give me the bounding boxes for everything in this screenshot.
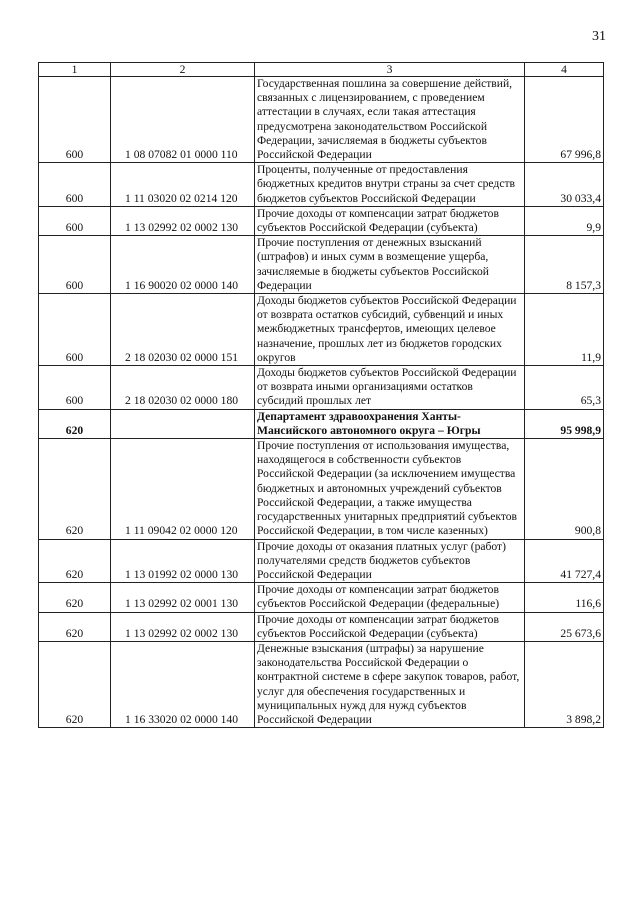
revenue-name-cell: Проценты, полученные от предоставления бюджетных кредитов внутри страны за счет средств бюджетов субъектов Российской Федерации — [255, 163, 525, 207]
table-row — [39, 641, 604, 727]
table-row — [39, 409, 604, 438]
revenue-name-cell: Прочие доходы от компенсации затрат бюджетов субъектов Российской Федерации (субъекта) — [255, 206, 525, 235]
amount-cell: 65,3 — [525, 366, 604, 410]
header-col-4: 4 — [525, 63, 604, 77]
revenue-table — [38, 62, 604, 728]
revenue-name-cell: Прочие доходы от компенсации затрат бюджетов субъектов Российской Федерации (федеральные) — [255, 583, 525, 612]
amount-cell: 95 998,9 — [525, 409, 604, 438]
table-row — [39, 77, 604, 163]
table-row — [39, 583, 604, 612]
table-row — [39, 163, 604, 207]
table-row — [39, 236, 604, 294]
budget-code-cell: 1 11 03020 02 0214 120 — [111, 163, 255, 207]
table-header-row — [39, 63, 604, 77]
budget-code-cell: 1 13 01992 02 0000 130 — [111, 539, 255, 583]
amount-cell: 3 898,2 — [525, 641, 604, 727]
revenue-name-cell: Государственная пошлина за совершение действий, связанных с лицензированием, с проведением аттестации в случаях, если такая аттестация предусмотрена законодательством Российской Федерации, зачисляемая в бюджеты субъектов Российской Федерации — [255, 77, 525, 163]
admin-code-cell: 620 — [39, 612, 111, 641]
table-row — [39, 206, 604, 235]
amount-cell: 8 157,3 — [525, 236, 604, 294]
admin-code-cell: 600 — [39, 236, 111, 294]
admin-code-cell: 600 — [39, 77, 111, 163]
amount-cell: 900,8 — [525, 439, 604, 539]
revenue-name-cell: Департамент здравоохранения Ханты-Мансийского автономного округа – Югры — [255, 409, 525, 438]
admin-code-cell: 600 — [39, 206, 111, 235]
amount-cell: 30 033,4 — [525, 163, 604, 207]
admin-code-cell: 620 — [39, 583, 111, 612]
budget-code-cell: 2 18 02030 02 0000 151 — [111, 294, 255, 366]
budget-code-cell: 1 13 02992 02 0001 130 — [111, 583, 255, 612]
header-col-3: 3 — [255, 63, 525, 77]
admin-code-cell: 620 — [39, 409, 111, 438]
admin-code-cell: 600 — [39, 366, 111, 410]
admin-code-cell: 600 — [39, 163, 111, 207]
header-col-2: 2 — [111, 63, 255, 77]
table-row — [39, 366, 604, 410]
amount-cell: 41 727,4 — [525, 539, 604, 583]
revenue-name-cell: Доходы бюджетов субъектов Российской Федерации от возврата остатков субсидий, субвенций и иных межбюджетных трансфертов, имеющих целевое назначение, прошлых лет из бюджетов городских округов — [255, 294, 525, 366]
admin-code-cell: 620 — [39, 539, 111, 583]
table-row — [39, 294, 604, 366]
header-col-1: 1 — [39, 63, 111, 77]
revenue-name-cell: Доходы бюджетов субъектов Российской Федерации от возврата иными организациями остатков субсидий прошлых лет — [255, 366, 525, 410]
admin-code-cell: 600 — [39, 294, 111, 366]
revenue-name-cell: Прочие доходы от компенсации затрат бюджетов субъектов Российской Федерации (субъекта) — [255, 612, 525, 641]
revenue-name-cell: Денежные взыскания (штрафы) за нарушение законодательства Российской Федерации о контрактной системе в сфере закупок товаров, работ, услуг для обеспечения государственных и муниципальных нужд для нужд субъектов Российской Федерации — [255, 641, 525, 727]
table-row — [39, 439, 604, 539]
budget-code-cell: 1 16 90020 02 0000 140 — [111, 236, 255, 294]
amount-cell: 67 996,8 — [525, 77, 604, 163]
budget-code-cell — [111, 409, 255, 438]
budget-code-cell: 1 16 33020 02 0000 140 — [111, 641, 255, 727]
table-row — [39, 612, 604, 641]
amount-cell: 11,9 — [525, 294, 604, 366]
amount-cell: 25 673,6 — [525, 612, 604, 641]
amount-cell: 9,9 — [525, 206, 604, 235]
page-number: 31 — [592, 29, 606, 44]
table-row — [39, 539, 604, 583]
amount-cell: 116,6 — [525, 583, 604, 612]
admin-code-cell: 620 — [39, 439, 111, 539]
budget-code-cell: 1 13 02992 02 0002 130 — [111, 612, 255, 641]
revenue-name-cell: Прочие доходы от оказания платных услуг (работ) получателями средств бюджетов субъектов Российской Федерации — [255, 539, 525, 583]
budget-code-cell: 1 13 02992 02 0002 130 — [111, 206, 255, 235]
revenue-name-cell: Прочие поступления от использования имущества, находящегося в собственности субъектов Российской Федерации (за исключением имущества бюджетных и автономных учреждений субъектов Российской Федерации, а также имущества государственных унитарных предприятий субъектов Российской Федерации, в том числе казенных) — [255, 439, 525, 539]
revenue-name-cell: Прочие поступления от денежных взысканий (штрафов) и иных сумм в возмещение ущерба, зачисляемые в бюджеты субъектов Российской Федерации — [255, 236, 525, 294]
admin-code-cell: 620 — [39, 641, 111, 727]
budget-code-cell: 2 18 02030 02 0000 180 — [111, 366, 255, 410]
budget-code-cell: 1 11 09042 02 0000 120 — [111, 439, 255, 539]
budget-code-cell: 1 08 07082 01 0000 110 — [111, 77, 255, 163]
